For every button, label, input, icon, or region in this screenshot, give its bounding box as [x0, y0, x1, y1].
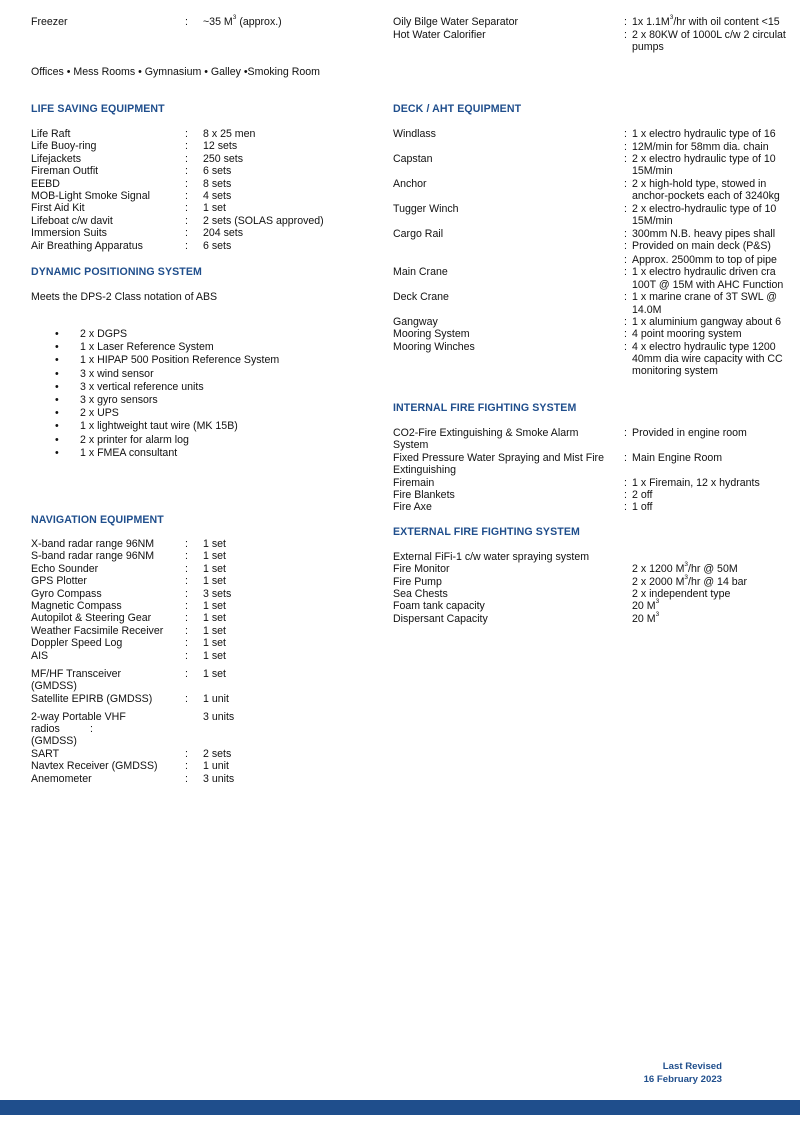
monitor-value-post: /hr @ 50M — [688, 563, 738, 575]
dp-heading: DYNAMIC POSITIONING SYSTEM — [31, 266, 202, 278]
item-value: 4 sets — [203, 190, 232, 202]
gangway-label: Gangway — [393, 316, 438, 328]
colon: : — [624, 240, 627, 252]
bullet-icon: • — [55, 367, 59, 380]
colon: : — [185, 624, 188, 637]
capstan-value: 2 x electro hydraulic type of 10 — [632, 153, 776, 165]
mooring-label: Mooring System — [393, 328, 470, 340]
rooms-list: Offices • Mess Rooms • Gymnasium • Galley •Smoking Room — [31, 66, 320, 78]
mist-label: Fixed Pressure Water Spraying and Mist Fire — [393, 452, 604, 464]
anchor-value-2: anchor-pockets each of 3240kg — [632, 190, 780, 202]
co2-label: CO2-Fire Extinguishing & Smoke Alarm — [393, 427, 579, 439]
calorifier-value: 2 x 80KW of 1000L c/w 2 circulat — [632, 29, 786, 41]
dp-bullet-item: 1 x HIPAP 500 Position Reference System — [80, 354, 280, 367]
item-value: 1 set — [203, 538, 226, 550]
item-value: 2 sets (SOLAS approved) — [203, 214, 324, 227]
colon: : — [624, 477, 627, 489]
item-label: Echo Sounder — [31, 562, 99, 575]
cargo-value: 300mm N.B. heavy pipes shall — [632, 228, 776, 240]
bullet-icon: • — [55, 420, 59, 433]
cargo-value-3: Approx. 2500mm to top of pipe — [632, 254, 777, 266]
external-fire-intro: External FiFi-1 c/w water spraying system — [393, 551, 590, 563]
colon: : — [185, 152, 188, 165]
ows-value-sup: 3 — [669, 14, 674, 21]
last-revised-date: 16 February 2023 — [643, 1074, 722, 1085]
winches-value-2: 40mm dia wire capacity with CC — [632, 353, 783, 365]
item-label: Autopilot & Steering Gear — [31, 612, 152, 625]
dp-bullet-item: 2 x DGPS — [80, 328, 128, 340]
item-value: 1 set — [203, 550, 226, 563]
colon: : — [185, 587, 188, 600]
item-label: Gyro Compass — [31, 587, 102, 600]
monitor-label: Fire Monitor — [393, 563, 450, 575]
item-label: Doppler Speed Log — [31, 637, 123, 650]
item-value: 204 sets — [203, 227, 244, 240]
epirb-label: Satellite EPIRB (GMDSS) — [31, 693, 153, 705]
tugger-value: 2 x electro-hydraulic type of 10 — [632, 203, 777, 215]
anchor-label: Anchor — [393, 178, 427, 190]
item-value: 3 units — [203, 772, 235, 785]
axe-label: Fire Axe — [393, 501, 432, 513]
right-column — [393, 0, 800, 1131]
anchor-value: 2 x high-hold type, stowed in — [632, 178, 767, 190]
dispersant-value-sup: 3 — [655, 611, 660, 618]
item-label: S-band radar range 96NM — [31, 550, 155, 563]
item-label: Anemometer — [31, 772, 92, 785]
item-label: SART — [31, 748, 60, 760]
freezer-value-sup: 3 — [232, 14, 237, 21]
tugger-label: Tugger Winch — [393, 203, 459, 215]
pump-value-post: /hr @ 14 bar — [688, 576, 748, 588]
winches-value: 4 x electro hydraulic type 1200 — [632, 341, 776, 353]
deck-heading: DECK / AHT EQUIPMENT — [393, 103, 522, 115]
mfhf-value: 1 set — [203, 668, 226, 680]
item-value: 1 set — [203, 612, 226, 625]
firemain-value: 1 x Firemain, 12 x hydrants — [632, 477, 760, 489]
colon: : — [90, 723, 93, 735]
mfhf-label: MF/HF Transceiver — [31, 668, 122, 680]
vhf-label-2: radios — [31, 723, 60, 735]
freezer-value-suffix: (approx.) — [236, 16, 282, 28]
item-value: 1 set — [203, 562, 226, 575]
ows-value — [632, 16, 780, 28]
colon: : — [185, 562, 188, 575]
colon: : — [624, 203, 627, 215]
item-label: First Aid Kit — [31, 202, 85, 215]
item-value: 6 sets — [203, 165, 232, 178]
windlass-value: 1 x electro hydraulic type of 16 — [632, 128, 776, 140]
internal-fire-heading: INTERNAL FIRE FIGHTING SYSTEM — [393, 402, 577, 414]
colon: : — [624, 128, 627, 140]
dp-bullet-item: 1 x FMEA consultant — [80, 446, 178, 459]
colon: : — [185, 550, 188, 563]
pump-value — [632, 576, 747, 588]
colon: : — [624, 316, 627, 328]
chests-label: Sea Chests — [393, 588, 448, 600]
freezer-label: Freezer — [31, 16, 68, 28]
colon: : — [185, 202, 188, 215]
colon: : — [185, 668, 188, 680]
monitor-value-pre: 2 x 1200 M — [632, 563, 685, 575]
item-value: 3 sets — [203, 587, 232, 600]
freezer-value — [203, 16, 282, 28]
mist-value: Main Engine Room — [632, 452, 723, 464]
colon: : — [185, 772, 188, 785]
dp-bullet-item: 1 x Laser Reference System — [80, 341, 214, 354]
bullet-icon: • — [55, 433, 59, 446]
mfhf-label-2: (GMDSS) — [31, 680, 77, 692]
colon: : — [185, 165, 188, 178]
colon: : — [624, 178, 627, 190]
deck-crane-value-2: 14.0M — [632, 304, 662, 316]
pump-value-pre: 2 x 2000 M — [632, 576, 685, 588]
ows-value-pre: 1x 1.1M — [632, 16, 670, 28]
item-label: X-band radar range 96NM — [31, 538, 155, 550]
item-value: 1 set — [203, 575, 226, 588]
colon: : — [185, 177, 188, 190]
firemain-label: Firemain — [393, 477, 435, 489]
pump-label: Fire Pump — [393, 576, 442, 588]
freezer-value-main: ~35 M — [203, 16, 233, 28]
bullet-icon: • — [55, 380, 59, 393]
bullet-icon: • — [55, 394, 59, 406]
colon: : — [185, 649, 188, 662]
colon: : — [185, 190, 188, 202]
winches-label: Mooring Winches — [393, 341, 475, 353]
co2-label-2: System — [393, 439, 429, 451]
colon: : — [185, 748, 188, 760]
colon: : — [185, 637, 188, 650]
colon: : — [185, 239, 188, 252]
item-value: 1 set — [203, 649, 226, 662]
colon: : — [185, 538, 188, 550]
cargo-value-2: Provided on main deck (P&S) — [632, 240, 771, 252]
colon: : — [185, 214, 188, 227]
blankets-value: 2 off — [632, 489, 653, 501]
vhf-value: 3 units — [203, 711, 235, 723]
item-label: Magnetic Compass — [31, 600, 122, 612]
item-value: 1 set — [203, 624, 226, 637]
ows-value-post: /hr with oil content <15 — [673, 16, 780, 28]
item-label: Life Buoy-ring — [31, 140, 97, 153]
vhf-label-3: (GMDSS) — [31, 735, 77, 747]
colon: : — [624, 16, 627, 28]
blankets-label: Fire Blankets — [393, 489, 455, 501]
navigation-heading: NAVIGATION EQUIPMENT — [31, 514, 164, 526]
pump-value-sup: 3 — [684, 574, 689, 581]
colon: : — [624, 328, 627, 340]
capstan-label: Capstan — [393, 153, 433, 165]
colon: : — [624, 228, 627, 240]
colon: : — [624, 427, 627, 439]
footer-bar — [0, 1100, 800, 1115]
item-value: 6 sets — [203, 239, 232, 252]
colon: : — [185, 760, 188, 773]
vhf-label: 2-way Portable VHF — [31, 711, 126, 723]
bullet-icon: • — [55, 354, 59, 367]
colon: : — [185, 600, 188, 612]
main-crane-value-2: 100T @ 15M with AHC Function — [632, 279, 784, 291]
main-crane-value: 1 x electro hydraulic driven cra — [632, 266, 776, 278]
colon: : — [624, 489, 627, 501]
mooring-value: 4 point mooring system — [632, 328, 742, 340]
colon: : — [624, 341, 627, 353]
gangway-value: 1 x aluminium gangway about 6 — [632, 316, 781, 328]
dp-notation: Meets the DPS-2 Class notation of ABS — [31, 291, 218, 303]
winches-value-3: monitoring system — [632, 365, 718, 377]
colon: : — [185, 140, 188, 153]
item-value: 1 set — [203, 600, 226, 612]
bullet-icon: • — [55, 446, 59, 459]
tugger-value-2: 15M/min — [632, 215, 673, 227]
item-label: EEBD — [31, 177, 60, 190]
item-value: 1 unit — [203, 760, 229, 773]
item-value: 1 set — [203, 637, 226, 650]
dp-bullet-item: 2 x printer for alarm log — [80, 433, 189, 446]
foam-value-main: 20 M — [632, 600, 656, 612]
dp-bullet-item: 1 x lightweight taut wire (MK 15B) — [80, 420, 238, 433]
chests-value: 2 x independent type — [632, 588, 731, 600]
calorifier-value-2: pumps — [632, 41, 664, 53]
external-fire-heading: EXTERNAL FIRE FIGHTING SYSTEM — [393, 526, 580, 538]
dispersant-label: Dispersant Capacity — [393, 613, 488, 625]
axe-value: 1 off — [632, 501, 653, 513]
colon: : — [185, 128, 188, 140]
colon: : — [624, 254, 627, 266]
colon: : — [185, 227, 188, 240]
windlass-value-2: 12M/min for 58mm dia. chain — [632, 141, 769, 153]
deck-crane-label: Deck Crane — [393, 291, 449, 303]
colon: : — [185, 693, 188, 705]
dispersant-value-main: 20 M — [632, 613, 656, 625]
item-label: Navtex Receiver (GMDSS) — [31, 760, 158, 773]
last-revised-label: Last Revised — [662, 1061, 722, 1072]
item-value: 1 set — [203, 202, 226, 215]
item-label: Weather Facsimile Receiver — [31, 624, 164, 637]
item-label: AIS — [31, 649, 49, 662]
colon: : — [185, 575, 188, 588]
dispersant-value — [632, 613, 659, 625]
colon: : — [624, 266, 627, 278]
item-label: Fireman Outfit — [31, 165, 99, 178]
foam-value-sup: 3 — [655, 598, 660, 605]
item-value: 8 x 25 men — [203, 128, 256, 140]
colon: : — [624, 141, 627, 153]
item-label: Air Breathing Apparatus — [31, 239, 143, 252]
colon: : — [624, 153, 627, 165]
windlass-label: Windlass — [393, 128, 436, 140]
mist-label-2: Extinguishing — [393, 464, 457, 476]
bullet-icon: • — [55, 407, 59, 420]
dp-bullet-item: 3 x vertical reference units — [80, 380, 204, 393]
deck-crane-value: 1 x marine crane of 3T SWL @ — [632, 291, 777, 303]
colon: : — [185, 16, 188, 28]
foam-label: Foam tank capacity — [393, 600, 485, 612]
item-label: Immersion Suits — [31, 227, 107, 240]
colon: : — [624, 452, 627, 464]
dp-bullet-item: 3 x gyro sensors — [80, 394, 158, 406]
item-label: MOB-Light Smoke Signal — [31, 190, 150, 202]
colon: : — [624, 501, 627, 513]
life-saving-heading: LIFE SAVING EQUIPMENT — [31, 103, 165, 115]
main-crane-label: Main Crane — [393, 266, 448, 278]
item-value: 250 sets — [203, 152, 244, 165]
co2-value: Provided in engine room — [632, 427, 747, 439]
colon: : — [624, 29, 627, 41]
item-value: 12 sets — [203, 140, 238, 153]
item-label: Lifeboat c/w davit — [31, 214, 113, 227]
bullet-icon: • — [55, 328, 59, 340]
dp-bullet-item: 2 x UPS — [80, 407, 119, 420]
cargo-label: Cargo Rail — [393, 228, 444, 240]
item-value: 2 sets — [203, 748, 232, 760]
calorifier-label: Hot Water Calorifier — [393, 29, 486, 41]
item-label: Lifejackets — [31, 152, 82, 165]
bullet-icon: • — [55, 341, 59, 354]
dp-bullet-item: 3 x wind sensor — [80, 367, 154, 380]
epirb-value: 1 unit — [203, 693, 229, 705]
capstan-value-2: 15M/min — [632, 165, 673, 177]
monitor-value-sup: 3 — [684, 561, 689, 568]
colon: : — [624, 291, 627, 303]
ows-label: Oily Bilge Water Separator — [393, 16, 519, 28]
item-label: Life Raft — [31, 128, 71, 140]
item-label: GPS Plotter — [31, 575, 87, 588]
item-value: 8 sets — [203, 177, 232, 190]
colon: : — [185, 612, 188, 625]
